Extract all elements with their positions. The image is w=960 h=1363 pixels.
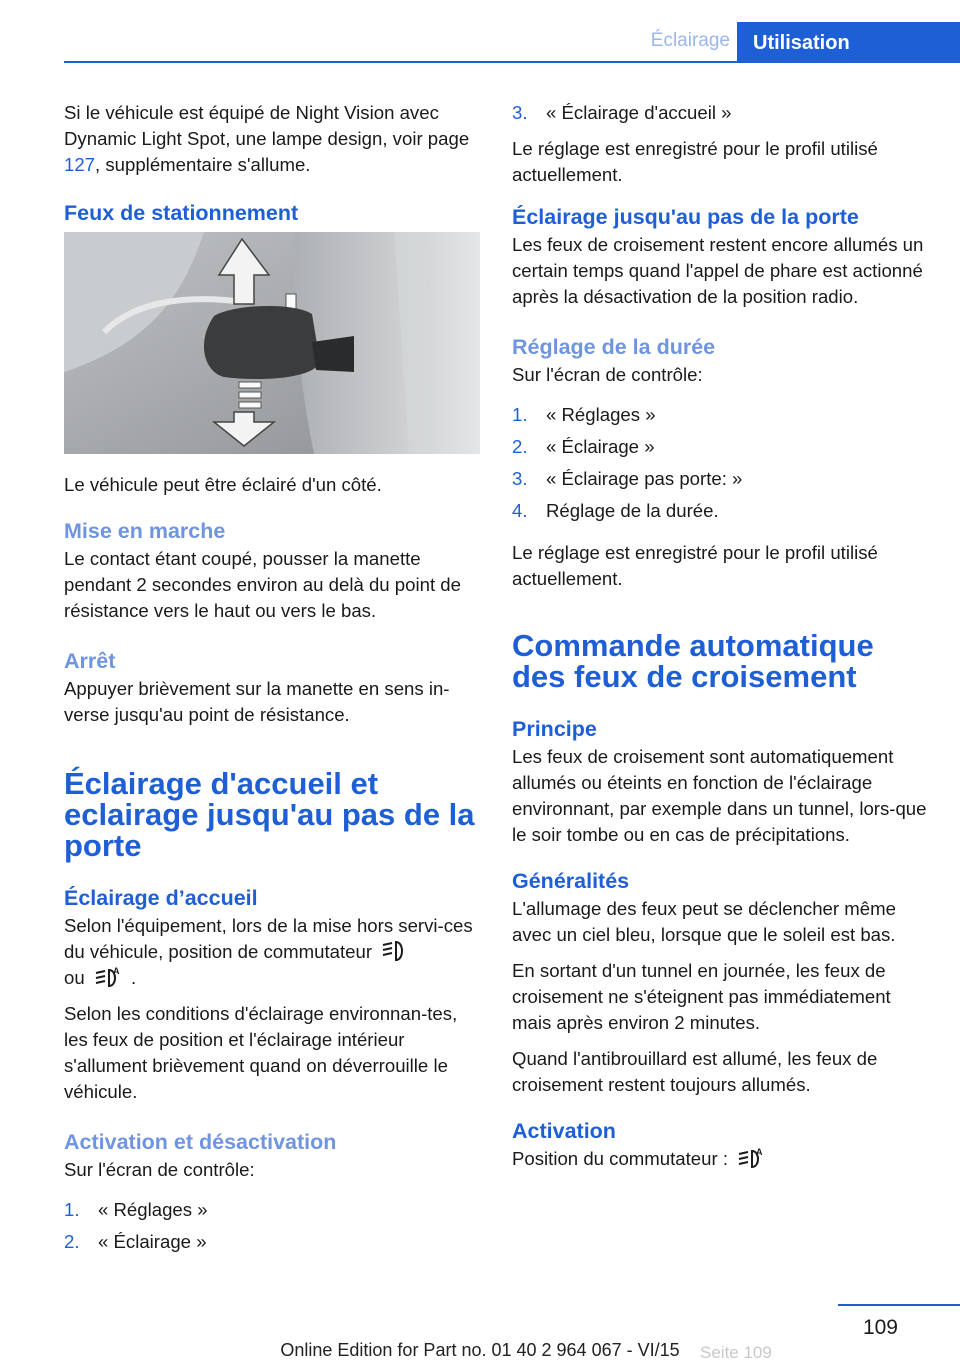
right-steps-list-a	[512, 100, 928, 132]
general-text-3: Quand l'antibrouillard est allumé, les feux de croisement restent toujours allumés.	[512, 1048, 878, 1095]
principle-text: Les feux de croisement sont automatiquement allumés ou éteints en fonction de l'éclairage environnant, par exemple dans un tunnel, lors‐que le soir tombe ou en cas de précipitations.	[512, 746, 927, 845]
intro-paragraph	[64, 100, 482, 178]
welcome-lighting-text	[64, 913, 482, 991]
heading-parking-lights: Feux de stationnement	[64, 201, 299, 225]
welcome-text-part1: Selon l'équipement, lors de la mise hors servi‐ces du véhicule, position de commutateur	[64, 915, 473, 962]
heading-general: Généralités	[512, 869, 630, 893]
left-steps-list	[64, 1197, 482, 1261]
general-text-1: L'allumage des feux peut se déclencher même avec un ciel bleu, lorsque que le soleil est bas.	[512, 898, 896, 945]
page-header	[0, 0, 960, 64]
automatic-headlight-icon	[94, 965, 122, 989]
saved-profile-text-2: Le réglage est enregistré pour le profil utilisé actuellement.	[512, 542, 878, 589]
header-rule	[64, 61, 960, 63]
heading-welcome-lighting-section: Éclairage d'accueil et eclairage jusqu'au pas de la porte	[64, 766, 475, 863]
header-chapter-tab: Utilisation	[737, 22, 960, 62]
activation-text	[512, 1146, 928, 1172]
heading-activation-deactivation: Activation et désactivation	[64, 1130, 337, 1154]
low-beam-headlight-icon	[381, 939, 407, 963]
svg-text:A: A	[112, 966, 120, 976]
switch-on-text: Le contact étant coupé, pousser la manette pendant 2 secondes environ au delà du point de résistance vers le haut ou vers le bas.	[64, 548, 461, 621]
step-number: 4.	[512, 500, 528, 521]
heading-duration-setting: Réglage de la durée	[512, 335, 716, 359]
watermark: Seite 109	[700, 1343, 772, 1362]
list-item	[64, 1229, 482, 1261]
footer-rule	[838, 1304, 960, 1306]
steering-stalk-arrows-photo	[64, 232, 480, 454]
page-number: 109	[862, 1316, 898, 1339]
heading-switch-off: Arrêt	[64, 649, 116, 673]
general-text-2: En sortant d'un tunnel en journée, les feux de croisement ne s'éteignent pas immédiatement mais après environ 2 minutes.	[512, 960, 891, 1033]
step-text: « Éclairage »	[546, 436, 655, 457]
list-item	[512, 466, 928, 498]
right-column	[512, 100, 928, 1182]
control-screen-text-right: Sur l'écran de contrôle:	[512, 364, 703, 385]
step-text: « Réglages »	[98, 1199, 208, 1220]
control-screen-text: Sur l'écran de contrôle:	[64, 1159, 255, 1180]
step-text: Réglage de la durée.	[546, 500, 719, 521]
step-text: « Réglages »	[546, 404, 656, 425]
left-column	[64, 100, 482, 1271]
welcome-text-end: .	[131, 967, 137, 988]
intro-text: Si le véhicule est équipé de Night Vision avec Dynamic Light Spot, une lampe design, voir page	[64, 102, 470, 149]
welcome-conditions-text: Selon les conditions d'éclairage environnan‐tes, les feux de position et l'éclairage intérieur s'allument brièvement quand on déverrouille le véhicule.	[64, 1003, 458, 1102]
welcome-text-or: ou	[64, 967, 85, 988]
automatic-headlight-icon	[737, 1146, 765, 1170]
switch-off-text: Appuyer brièvement sur la manette en sens in‐verse jusqu'au point de résistance.	[64, 678, 450, 725]
step-number: 1.	[512, 404, 528, 425]
intro-text-end: , supplémentaire s'allume.	[95, 154, 311, 175]
heading-switch-on: Mise en marche	[64, 519, 226, 543]
step-number: 1.	[64, 1199, 80, 1220]
heading-automatic-low-beam-section: Commande automatique des feux de croisement	[512, 628, 874, 694]
list-item	[512, 498, 928, 530]
edition-footer: Online Edition for Part no. 01 40 2 964 067 - VI/15	[280, 1340, 680, 1360]
step-number: 2.	[512, 436, 528, 457]
heading-principle: Principe	[512, 717, 597, 741]
list-item	[64, 1197, 482, 1229]
step-number: 2.	[64, 1231, 80, 1252]
list-item	[512, 100, 928, 132]
heading-activation: Activation	[512, 1119, 616, 1143]
step-text: « Éclairage pas porte: »	[546, 468, 743, 489]
list-item	[512, 402, 928, 434]
saved-profile-text: Le réglage est enregistré pour le profil utilisé actuellement.	[512, 138, 878, 185]
page-reference-link[interactable]: 127	[64, 154, 96, 175]
step-text: « Éclairage d'accueil »	[546, 102, 732, 123]
activation-label: Position du commutateur :	[512, 1148, 728, 1169]
step-text: « Éclairage »	[98, 1231, 207, 1252]
heading-welcome-lighting: Éclairage d’accueil	[64, 886, 258, 910]
list-item	[512, 434, 928, 466]
side-lighting-text: Le véhicule peut être éclairé d'un côté.	[64, 474, 382, 495]
heading-doorstep-lighting: Éclairage jusqu'au pas de la porte	[512, 205, 859, 229]
svg-text:A: A	[756, 1147, 763, 1157]
step-number: 3.	[512, 468, 528, 489]
right-steps-list-b	[512, 402, 928, 530]
doorstep-lighting-text: Les feux de croisement restent encore allumés un certain temps quand l'appel de phare est actionné après la désactivation de la position radio.	[512, 234, 924, 307]
step-number: 3.	[512, 102, 528, 123]
header-section-title: Éclairage	[650, 30, 730, 51]
